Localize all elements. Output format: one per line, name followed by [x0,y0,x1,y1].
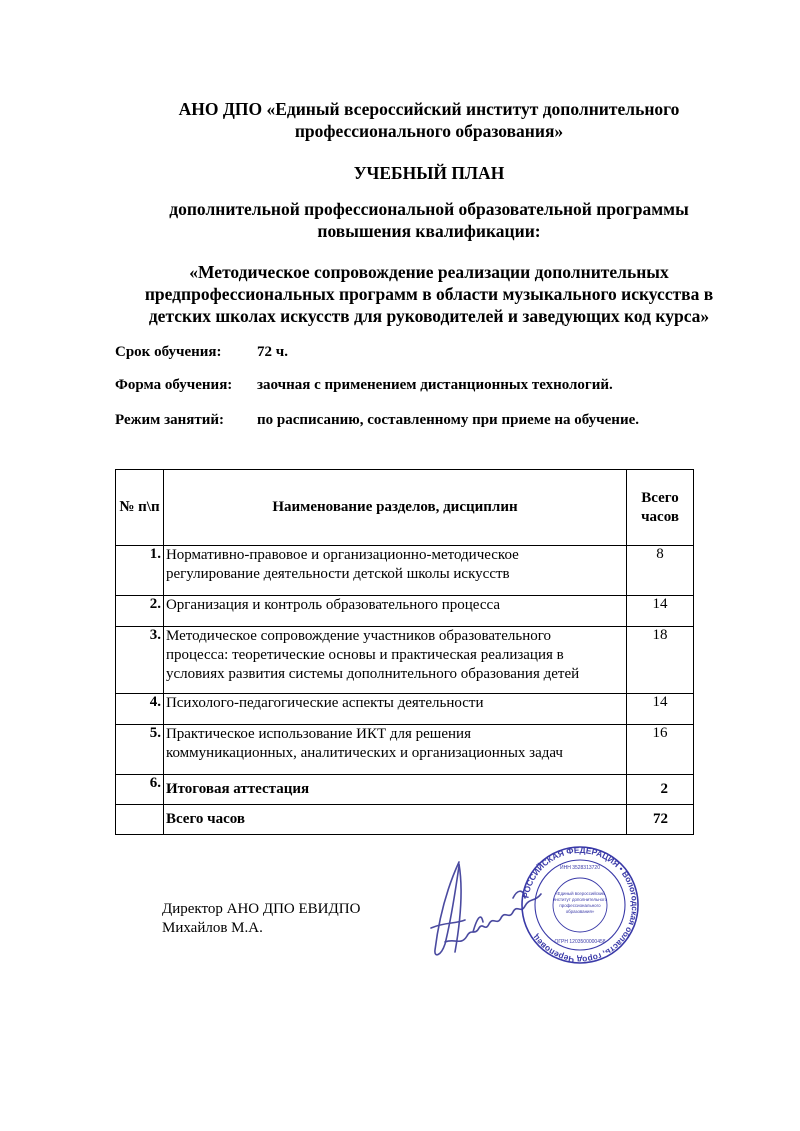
mode-param [115,412,639,429]
row-name [163,627,626,694]
svg-text:ОГРН 1203500000458: ОГРН 1203500000458 [554,939,606,945]
row-name-line: Практическое использование ИКТ для решения [165,726,471,742]
total-empty-cell [116,805,164,835]
row-name-line: процесса: теоретические основы и практическая реализация в [165,647,564,663]
row-hours: 14 [627,694,694,725]
svg-text:«Единый всероссийский: «Единый всероссийский [555,891,605,896]
svg-text:образования»: образования» [565,909,595,914]
program-type-line1: дополнительной профессиональной образовательной программы [169,199,689,219]
row-name [163,546,626,596]
form-param [115,377,613,394]
row-hours: 16 [627,725,694,775]
row-name: Итоговая аттестация [163,775,626,805]
table-row [116,725,694,775]
row-hours: 14 [627,596,694,627]
director-block [162,900,360,938]
col-header-hours [627,470,694,546]
table-row-final-attestation [116,775,694,805]
table-row [116,596,694,627]
program-type-line2: повышения квалификации: [317,221,541,241]
curriculum-table [115,469,694,835]
total-label: Всего часов [163,805,626,835]
row-hours: 2 [627,775,694,805]
org-name [100,98,758,142]
seal-stamp [520,845,640,965]
row-num: 1. [116,546,164,596]
program-name [100,261,758,327]
form-value: заочная с применением дистанционных технологий. [257,377,613,393]
row-name-line: Психолого-педагогические аспекты деятельности [165,695,484,711]
row-name-line: Нормативно-правовое и организационно-методическое [165,547,519,563]
svg-text:институт дополнительного: институт дополнительного [552,897,608,902]
duration-value: 72 ч. [257,344,288,360]
row-name-line: Организация и контроль образовательного процесса [165,597,500,613]
row-name-line: Методическое сопровождение участников образовательного [165,628,552,644]
row-num: 5. [116,725,164,775]
table-row [116,627,694,694]
table-row [116,694,694,725]
col-header-num: № п\п [116,470,164,546]
row-hours: 18 [627,627,694,694]
org-name-line1: АНО ДПО «Единый всероссийский институт дополнительного [178,99,680,119]
org-name-line2: профессионального образования» [294,121,564,141]
form-label: Форма обучения: [115,377,233,393]
row-name-line: регулирование деятельности детской школы искусств [165,566,510,582]
total-hours: 72 [627,805,694,835]
row-name [163,725,626,775]
program-name-line2: предпрофессиональных программ в области музыкального искусства в [144,284,714,304]
table-header-row [116,470,694,546]
program-type [100,198,758,242]
duration-label: Срок обучения: [115,344,222,360]
row-name [163,596,626,627]
table-total-row [116,805,694,835]
row-hours: 8 [627,546,694,596]
row-num: 2. [116,596,164,627]
table-row [116,546,694,596]
row-num: 4. [116,694,164,725]
svg-text:ИНН 3528313720: ИНН 3528313720 [559,865,601,871]
row-name-line: условиях развития системы дополнительного образования детей [165,666,580,682]
col-header-hours-line2: часов [641,508,679,525]
col-header-hours-line1: Всего [641,489,679,506]
col-header-name: Наименование разделов, дисциплин [163,470,626,546]
mode-value: по расписанию, составленному при приеме на обучение. [257,412,639,428]
mode-label: Режим занятий: [115,412,225,428]
plan-title: УЧЕБНЫЙ ПЛАН [353,163,505,183]
program-name-line1: «Методическое сопровождение реализации дополнительных [189,262,669,282]
duration-param [115,344,288,361]
row-name [163,694,626,725]
row-num: 3. [116,627,164,694]
row-num: 6. [116,775,164,805]
program-name-line3: детских школах искусств для руководителей и заведующих код курса» [148,306,710,326]
svg-text:РОССИЙСКАЯ ФЕДЕРАЦИЯ • Вологод: РОССИЙСКАЯ ФЕДЕРАЦИЯ • Вологодская область, город Череповец [520,845,640,965]
director-name: Михайлов М.А. [162,920,263,936]
row-name-line: коммуникационных, аналитических и организационных задач [165,745,563,761]
director-title: Директор АНО ДПО ЕВИДПО [162,901,361,917]
svg-text:профессионального: профессионального [559,903,601,908]
